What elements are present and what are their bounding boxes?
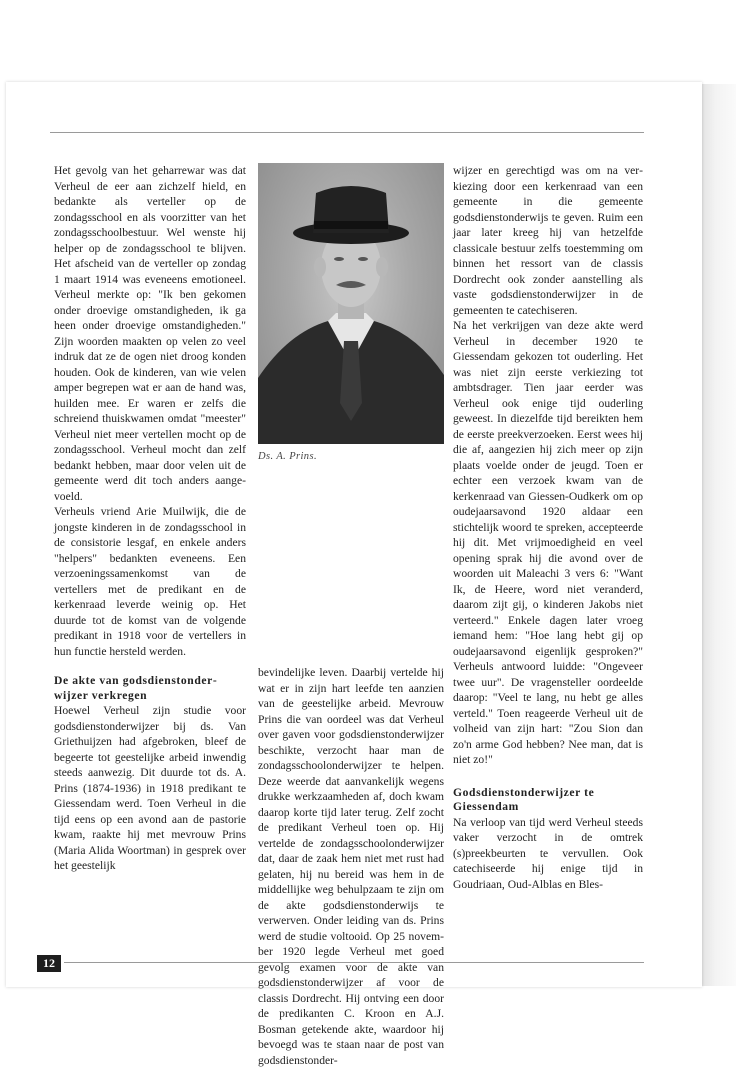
top-rule: [50, 132, 644, 133]
paragraph: Verheuls vriend Arie Muilwijk, die de jongste kinderen in de zondagsschool in de consistorie lesgaf, en enkele anders "helpers" bedankten eveneens. Een verzoeningssamenkomst van de vertellers met de predikant en de kerkenraad leverde weinig op. Het duurde tot de komst van de volgende predikant in 1918 voor de vertellers in hun functie hersteld werden.: [54, 505, 246, 658]
bottom-rule: [64, 962, 644, 963]
portrait-drawing: [258, 163, 444, 444]
section-heading: Godsdienstonderwijzer te Giessendam: [453, 785, 595, 813]
paragraph: Het gevolg van het geharrewar was dat Verheul de eer aan zichzelf hield, en bedankte als verteller op de zondagsschool en als voorzitter van het zondagsschoolbestuur. Wel wenste hij helper op de zondagsschool te blijven. Het afscheid van de verteller op zondag 1 maart 1914 was eveneens emotioneel. Verheul merkte op: "Ik ben gekomen onder droevige omstandigheden, ik ga heen onder droevige omstandigheden." Zijn woorden maakten op velen zo veel indruk dat ze de ogen niet droog konden houden. Ook de kinderen, van wie velen amper begrepen wat er aan de hand was, huilden mee. Er waren er zelfs die schreiend thuiskwamen omdat "meester" Verheul niet meer vertellen mocht op de zondagsschool. Verheul mocht dan zelf bedankt hebben, maar door velen uit de gemeente werd dit toch anders aangevoeld.: [54, 164, 246, 503]
section-heading: De akte van godsdienstonderwijzer verkregen: [54, 674, 217, 702]
paragraph: bevindelijke leven. Daarbij vertelde hij wat er in zijn hart leefde ten aanzien van de geestelijke arbeid. Mevrouw Prins die van oordeel was dat Verheul over gaven voor godsdienstonderwijzer beschikte, verzocht haar man de zondagsschoolonderwijzer te helpen. Deze weerde dat aanvankelijk wegens drukke werkzaamheden af, doch kwam daarop korte tijd later terug. Zelf zocht de predikant Verheul toen op. Hij vertelde de zondagsschoolonderwijzer dat, daar de zaak hem niet met rust had gelaten, hij nu bereid was hem in de middellijke weg behulpzaam te zijn om de akte godsdienstonderwijs te verwerven. Onder leiding van ds. Prins werd de studie voltooid. Op 25 november 1920 legde Verheul met goed gevolg examen voor de akte van godsdienstonderwijzer af voor de classis Dordrecht. Hij ontving een door de predikanten C. Kroon en A.J. Bosman getekende akte, waardoor hij bevoegd was te staan naar de post van godsdienstonder-: [258, 666, 444, 1067]
paragraph: Na het verkrijgen van deze akte werd Verheul in december 1920 te Giessendam gekozen tot ouderling. Het was niet zijn eerste verkiezing tot ambtsdrager. Tien jaar eerder was Verheul ook enige tijd ouderling geweest. In diezelfde tijd bereikten hem de eerste preekverzoeken. Eerst wees hij die af, aangezien hij zich meer op zijn plaats voelde onder de jeugd. Toen er echter een verzoek kwam van de kerkenraad van Giessen-Oudkerk om op oudejaarsavond 1920 aldaar een stichtelijk woord te spreken, accepteerde hij dit. Met vrijmoedigheid en veel opening sprak hij die avond over de woorden uit Maleachi 3 vers 6: "Want Ik, de Heere, word niet veranderd, daarom zijt gij, o kinderen Jakobs niet verteerd." Enkele dagen later vroeg iemand hem: "Hoe lang hebt gij op oudejaarsavond eigenlijk gesproken?" Verheuls antwoord luidde: "Ongeveer twee uur". De vragensteller oordeelde daarop: "Veel te lang, nu hebt ge alles verteld." Toen reageerde Verheul uit de volheid van zijn hart: "Zou Sion dan zo'n arme God hebben? Nee man, dat is niet zo!": [453, 319, 643, 766]
page-number: 12: [37, 955, 61, 972]
photo-caption: Ds. A. Prins.: [258, 451, 317, 462]
paragraph: Na verloop van tijd werd Verheul steeds vaker verzocht in de omtrek (s)preekbeurten te vervullen. Ook catechiseerde hij enige tijd in Goudriaan, Oud-Alblas en Bles-: [453, 815, 643, 891]
text-column-3: [453, 163, 643, 892]
paragraph: Hoewel Verheul zijn studie voor godsdienstonderwijzer bij ds. Van Griethuijzen had afgebroken, bleef de begeerte tot geestelijke arbeid inwendig steeds aanwezig. Dit duurde tot ds. A. Prins (1874-1936) in 1918 predikant te Giessendam werd. Toen Verheul in die tijd eens op een avond aan de pastorie kwam, raakte hij met mevrouw Prins (Maria Alida Woortman) in gesprek over het geestelijk: [54, 704, 246, 872]
text-column-2: [258, 665, 444, 1068]
page-edge: [702, 84, 736, 986]
paragraph: wijzer en gerechtigd was om na verkiezing door een kerkenraad van een gemeente in die gemeente godsdienstonderwijs te geven. Ruim een jaar later kreeg hij van hetzelfde classicale bestuur zelfs toestemming om binnen het ressort van de classis Dordrecht ook zonder aanstelling als vaste godsdienstonderwijzer in de gemeenten te catechiseren.: [453, 164, 643, 317]
text-column-1: [54, 163, 246, 874]
portrait-photo: [258, 163, 444, 444]
